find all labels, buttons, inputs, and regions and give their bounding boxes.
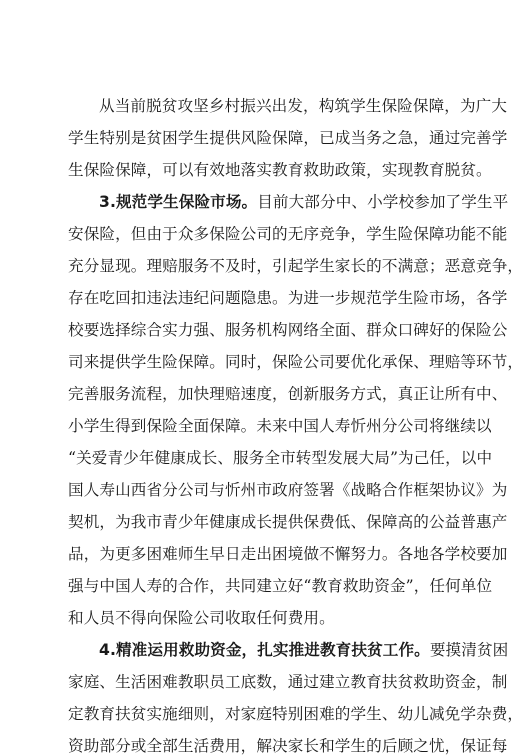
section-heading: 4.精准运用救助资金，扎实推进教育扶贫工作。: [99, 641, 430, 659]
paragraph-line: 存在吃回扣违法违纪问题隐患。为进一步规范学生险市场，各学: [68, 289, 508, 307]
paragraph-line: 定教育扶贫实施细则，对家庭特别困难的学生、幼儿减免学杂费，: [68, 705, 524, 723]
paragraph-line: “关爱青少年健康成长、服务全市转型发展大局”为己任，以中: [68, 449, 493, 467]
paragraph-line: 学生特别是贫困学生提供风险保障，已成当务之急，通过完善学: [68, 129, 508, 147]
paragraph-line: 强与中国人寿的合作，共同建立好“教育救助资金”，任何单位: [68, 577, 493, 595]
paragraph-line: 家庭、生活困难教职员工底数，通过建立教育扶贫救助资金，制: [68, 673, 508, 691]
section-heading-line: 3.规范学生保险市场。目前大部分中、小学校参加了学生平: [99, 193, 509, 211]
section-heading-line: 4.精准运用救助资金，扎实推进教育扶贫工作。要摸清贫困: [99, 641, 509, 659]
paragraph-line: 国人寿山西省分公司与忻州市政府签署《战略合作框架协议》为: [68, 481, 508, 499]
paragraph-line: 和人员不得向保险公司收取任何费用。: [68, 609, 335, 627]
paragraph-line: 契机，为我市青少年健康成长提供保费低、保障高的公益普惠产: [68, 513, 508, 531]
paragraph-line: 从当前脱贫攻坚乡村振兴出发，构筑学生保险保障，为广大: [99, 97, 508, 115]
paragraph-line: 充分显现。理赔服务不及时，引起学生家长的不满意；恶意竞争，: [68, 257, 524, 275]
paragraph-line: 校要选择综合实力强、服务机构网络全面、群众口碑好的保险公: [68, 321, 508, 339]
paragraph-line: 品，为更多困难师生早日走出困境做不懈努力。各地各学校要加: [68, 545, 508, 563]
paragraph-line: 生保险保障，可以有效地落实教育救助政策，实现教育脱贫。: [68, 161, 492, 179]
paragraph-line: 资助部分或全部生活费用，解决家长和学生的后顾之忧，保证每: [68, 737, 508, 755]
paragraph-line: 小学生得到保险全面保障。未来中国人寿忻州分公司将继续以: [68, 417, 492, 435]
section-heading: 3.规范学生保险市场。: [99, 193, 258, 211]
paragraph-line: 安保险，但由于众多保险公司的无序竞争，学生险保障功能不能: [68, 225, 508, 243]
paragraph-line: 司来提供学生险保障。同时，保险公司要优化承保、理赔等环节，: [68, 353, 524, 371]
paragraph-line: 完善服务流程，加快理赔速度，创新服务方式，真正让所有中、: [68, 385, 508, 403]
